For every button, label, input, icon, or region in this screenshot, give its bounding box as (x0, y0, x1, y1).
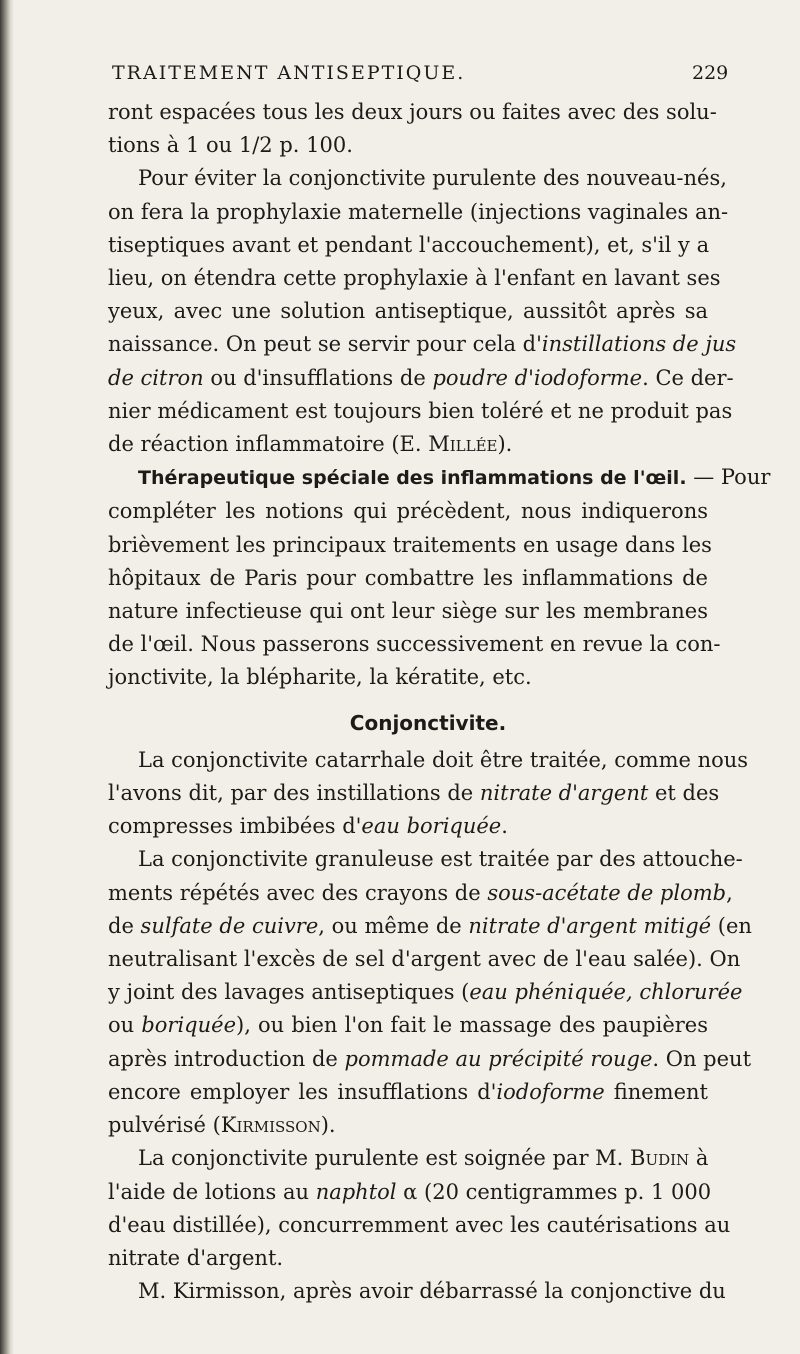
text-line: ront espacées tous les deux jours ou faites avec des solu- (108, 100, 717, 124)
text-line (108, 461, 771, 495)
text-run: de (108, 913, 141, 938)
text-run: y joint des lavages antiseptiques ( (108, 980, 470, 1005)
text-run: . (501, 814, 508, 839)
text-run: pulvérisé ( (108, 1113, 221, 1138)
text-run: . On peut (652, 1046, 752, 1071)
text-run: (en (711, 913, 752, 938)
text-run: ). (320, 1113, 336, 1138)
text-run: ou (108, 1013, 142, 1038)
text-line (108, 1109, 708, 1142)
italic-run: de citron (108, 365, 204, 390)
page-header (0, 56, 800, 90)
run-in-heading: Thérapeutique spéciale des inflammations de l'œil. (138, 467, 687, 490)
page-number: 229 (692, 62, 729, 84)
text-line: Pour éviter la conjonctivite purulente des nouveau-nés, (138, 166, 727, 191)
text-run: . Ce der- (642, 365, 734, 390)
text-line (108, 1009, 708, 1042)
text-run: finement (604, 1079, 708, 1104)
body-text (108, 96, 771, 1308)
italic-run: pommade au précipité rouge (344, 1046, 653, 1071)
author-name: Millée (428, 432, 498, 457)
text-line: nitrate d'argent. (108, 1245, 284, 1270)
text-run: encore employer les insufflations d' (108, 1079, 497, 1104)
text-line: tiseptiques avant et pendant l'accouchement), et, s'il y a (108, 232, 710, 257)
running-title: TRAITEMENT ANTISEPTIQUE. (112, 62, 466, 84)
italic-run: iodoforme (496, 1079, 605, 1104)
text-line: brièvement les principaux traitements en usage dans les (108, 532, 712, 557)
text-line: La conjonctivite granuleuse est traitée par des attouche- (138, 847, 743, 872)
italic-run: naphtol (315, 1179, 397, 1204)
italic-run: sulfate de cuivre (140, 913, 319, 938)
text-line (108, 910, 752, 943)
text-line (108, 1142, 708, 1175)
paragraph (108, 96, 717, 162)
italic-run: sous-acétate de plomb (487, 880, 727, 905)
italic-run: poudre d'iodoforme (432, 365, 643, 390)
text-line: neutralisant l'excès de sel d'argent avec de l'eau salée). On (108, 947, 741, 972)
text-line: d'eau distillée), concurremment avec les cautérisations au (108, 1212, 731, 1237)
text-run: , ou même de (318, 913, 469, 938)
text-run: α (20 centigrammes p. 1 000 (396, 1179, 712, 1204)
text-line (108, 328, 737, 361)
text-line: de l'œil. Nous passerons successivement en revue la con- (108, 632, 721, 657)
section-heading: Conjonctivite. (349, 710, 507, 735)
paragraph (108, 744, 749, 844)
text-run: et des (648, 781, 720, 806)
italic-run: instillations de jus (541, 332, 737, 357)
italic-run: boriquée (141, 1013, 236, 1038)
text-line (108, 1043, 752, 1076)
text-run: , (726, 880, 733, 905)
text-line (108, 362, 734, 395)
text-line: yeux, avec une solution antiseptique, aussitôt après sa (108, 299, 708, 324)
italic-run: nitrate d'argent mitigé (468, 913, 712, 938)
text-run: naissance. On peut se servir pour cela d' (108, 332, 542, 357)
text-run: l'avons dit, par des instillations de (108, 781, 480, 806)
text-line: on fera la prophylaxie maternelle (injections vaginales an- (108, 199, 729, 224)
text-line: M. Kirmisson, après avoir débarrassé la conjonctive du (138, 1279, 726, 1304)
italic-run: eau phéniquée, chlorurée (469, 980, 743, 1005)
italic-run: eau boriquée (361, 814, 502, 839)
text-run: La conjonctivite purulente est soignée par M. (138, 1146, 631, 1171)
paragraph (108, 843, 752, 1142)
text-line (108, 428, 708, 461)
text-line: nature infectieuse qui ont leur siège sur les membranes (108, 599, 708, 624)
text-run: ), ou bien l'on fait le massage des paupières (236, 1013, 708, 1038)
author-name: Budin (630, 1146, 690, 1171)
text-line (108, 976, 743, 1009)
text-line: hôpitaux de Paris pour combattre les inflammations de (108, 565, 708, 590)
text-line: La conjonctivite catarrhale doit être traitée, comme nous (138, 747, 749, 772)
text-run: ou d'insufflations de (203, 365, 433, 390)
text-line (108, 877, 733, 910)
text-run: ). (497, 432, 513, 457)
text-run: — Pour (686, 465, 771, 490)
text-run: compresses imbibées d' (108, 814, 362, 839)
page-binding-edge (0, 0, 14, 1354)
paragraph (108, 461, 771, 694)
paragraph (108, 162, 737, 461)
text-line: nier médicament est toujours bien toléré et ne produit pas (108, 398, 733, 423)
paragraph (108, 1275, 726, 1308)
text-line: lieu, on étendra cette prophylaxie à l'enfant en lavant ses (108, 266, 721, 291)
text-line (108, 1176, 712, 1209)
text-run: après introduction de (108, 1046, 345, 1071)
text-line (108, 810, 708, 843)
text-line: compléter les notions qui précèdent, nous indiquerons (108, 499, 708, 524)
text-run: ments répétés avec des crayons de (108, 880, 488, 905)
author-name: Kirmisson (220, 1113, 321, 1138)
text-run: l'aide de lotions au (108, 1179, 316, 1204)
text-run: à (689, 1146, 709, 1171)
italic-run: nitrate d'argent (479, 781, 649, 806)
paragraph (108, 1142, 731, 1275)
text-line: tions à 1 ou 1/2 p. 100. (108, 133, 353, 158)
text-line (108, 777, 720, 810)
text-line: jonctivite, la blépharite, la kératite, etc. (108, 665, 532, 690)
text-line (108, 1076, 708, 1109)
text-run: de réaction inflammatoire (E. (108, 432, 429, 457)
